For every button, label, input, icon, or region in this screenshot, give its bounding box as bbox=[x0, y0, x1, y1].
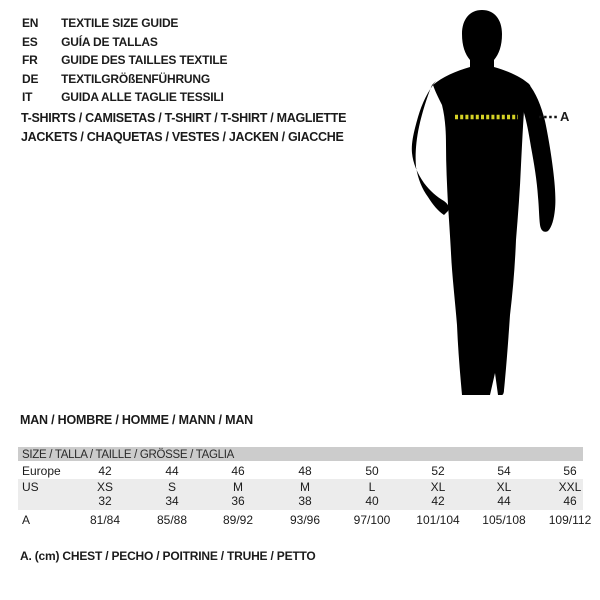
size-cell: 85/88 bbox=[156, 513, 188, 527]
language-title: TEXTILE SIZE GUIDE bbox=[61, 16, 179, 30]
footnote-chest: A. (cm) CHEST / PECHO / POITRINE / TRUHE / PETTO bbox=[20, 549, 316, 563]
size-cell: 46 bbox=[563, 494, 577, 508]
size-cell: 105/108 bbox=[482, 513, 526, 527]
language-title: GUÍA DE TALLAS bbox=[61, 34, 158, 49]
language-code: FR bbox=[22, 53, 38, 68]
size-cell: 48 bbox=[298, 464, 312, 478]
language-title: GUIDE DES TAILLES TEXTILE bbox=[61, 53, 228, 68]
table-row-europe bbox=[18, 461, 583, 479]
size-cell: XXL bbox=[558, 480, 582, 494]
size-cell: 56 bbox=[563, 464, 577, 478]
size-cell: L bbox=[368, 480, 376, 494]
size-cell: 93/96 bbox=[289, 513, 321, 527]
size-cell: 101/104 bbox=[416, 513, 460, 527]
size-cell: 32 bbox=[98, 494, 112, 508]
size-cell: M bbox=[233, 480, 243, 494]
language-code: EN bbox=[22, 16, 39, 30]
size-cell: 42 bbox=[98, 464, 112, 478]
language-guide-list bbox=[22, 14, 227, 107]
size-cell: 97/100 bbox=[353, 513, 391, 527]
language-code: IT bbox=[22, 90, 33, 105]
size-cell: 34 bbox=[165, 494, 179, 508]
size-cell: 109/112 bbox=[548, 513, 592, 527]
language-row bbox=[22, 33, 227, 52]
man-silhouette bbox=[433, 10, 531, 395]
size-table-header-row bbox=[18, 447, 583, 461]
language-code: DE bbox=[22, 71, 39, 86]
size-cell: 36 bbox=[231, 494, 245, 508]
man-right-arm bbox=[518, 83, 555, 232]
table-row-us bbox=[18, 479, 583, 494]
table-row-chest bbox=[18, 510, 592, 528]
table-row-us-numeric bbox=[18, 494, 583, 510]
language-row bbox=[22, 70, 227, 89]
size-cell: M bbox=[300, 480, 310, 494]
size-cell: 46 bbox=[231, 464, 245, 478]
size-cell: 89/92 bbox=[222, 513, 254, 527]
size-cell: 40 bbox=[365, 494, 379, 508]
language-row bbox=[22, 51, 227, 70]
category-list bbox=[21, 109, 346, 146]
measure-label-a: A bbox=[560, 109, 570, 124]
row-label: US bbox=[22, 480, 39, 494]
row-label: Europe bbox=[22, 464, 61, 478]
category-line-tshirts: T-SHIRTS / CAMISETAS / T-SHIRT / T-SHIRT / MAGLIETTE bbox=[21, 111, 347, 125]
size-cell: 44 bbox=[497, 494, 511, 508]
language-title: GUIDA ALLE TAGLIE TESSILI bbox=[61, 90, 224, 105]
size-table bbox=[18, 447, 592, 528]
size-cell: 54 bbox=[497, 464, 511, 478]
size-cell: 52 bbox=[431, 464, 445, 478]
size-cell: 38 bbox=[298, 494, 312, 508]
language-row bbox=[22, 88, 227, 107]
man-silhouette-svg bbox=[400, 5, 585, 405]
size-cell: S bbox=[167, 480, 176, 494]
size-cell: 50 bbox=[365, 464, 379, 478]
language-code: ES bbox=[22, 34, 38, 49]
language-title: TEXTILGRÖßENFÜHRUNG bbox=[61, 71, 211, 86]
category-line-jackets: JACKETS / CHAQUETAS / VESTES / JACKEN / GIACCHE bbox=[21, 129, 344, 144]
size-cell: 44 bbox=[165, 464, 179, 478]
size-cell: 81/84 bbox=[89, 513, 121, 527]
row-label: A bbox=[22, 513, 31, 527]
size-cell: XS bbox=[96, 480, 113, 494]
size-cell: 42 bbox=[431, 494, 445, 508]
size-cell: XL bbox=[430, 480, 446, 494]
size-table-header-label: SIZE / TALLA / TAILLE / GRÖSSE / TAGLIA bbox=[22, 449, 235, 461]
section-title-man: MAN / HOMBRE / HOMME / MANN / MAN bbox=[20, 413, 253, 427]
language-row bbox=[22, 14, 227, 33]
size-cell: XL bbox=[496, 480, 512, 494]
man-silhouette-figure bbox=[400, 5, 585, 405]
